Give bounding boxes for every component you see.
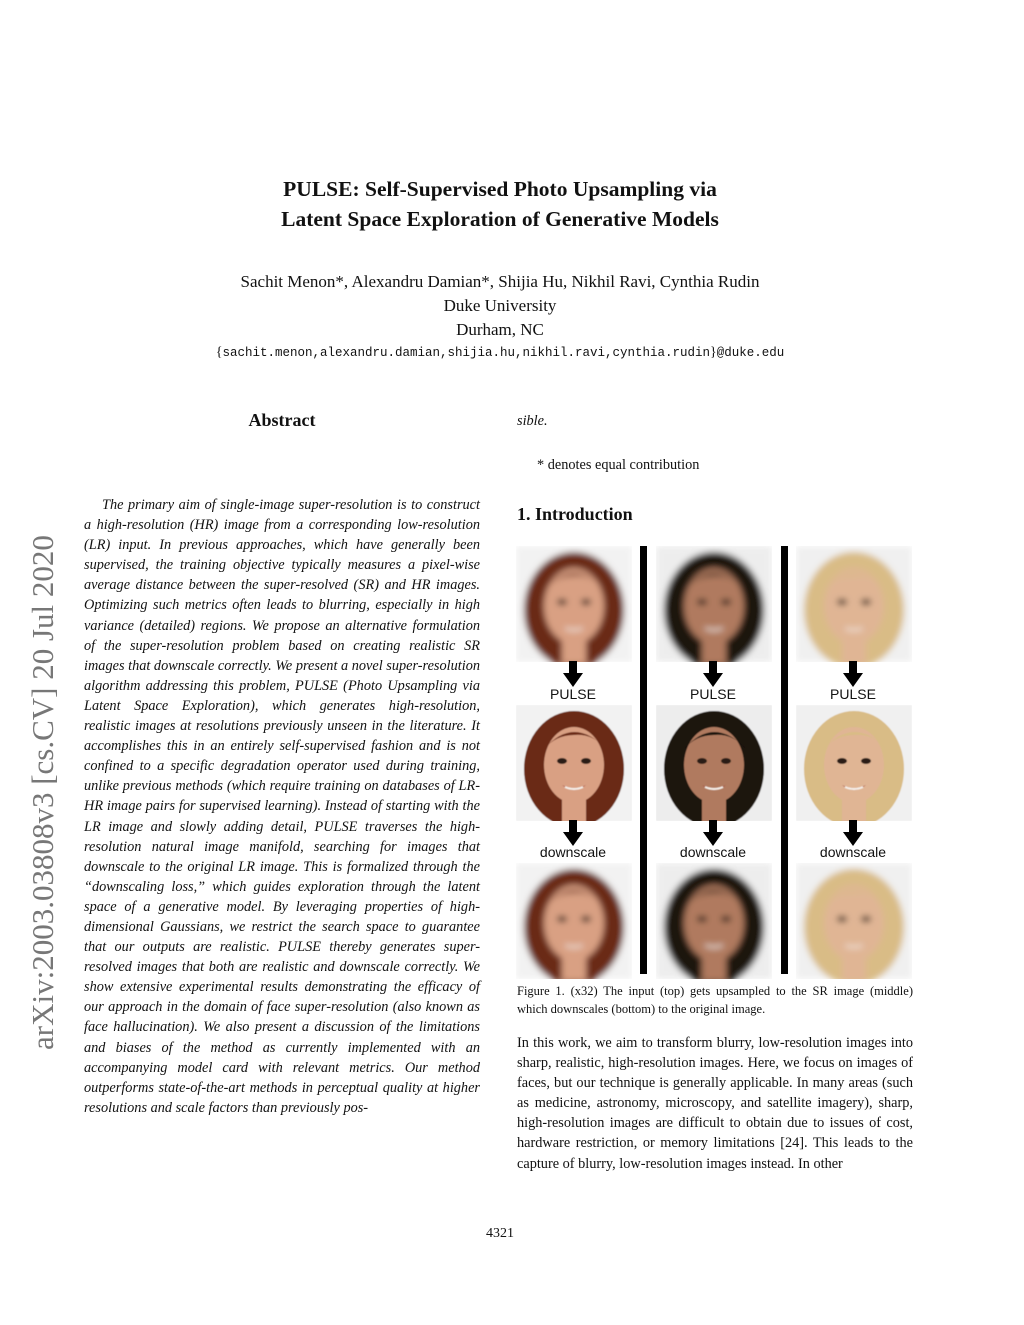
input-face <box>656 546 772 662</box>
input-face <box>516 546 632 662</box>
pulse-label: PULSE <box>830 686 876 702</box>
footnote: * denotes equal contribution <box>537 457 700 473</box>
downscaled-face <box>516 863 632 979</box>
pulse-output-face <box>516 705 632 821</box>
introduction-text: In this work, we aim to transform blurry, low-resolution images into sharp, realistic, high-resolution images. Here, we focus on images of faces, but our technique is generally applicable. In many areas (such as medicine, astronomy, microscopy, and satellite imagery), sharp, high-resolution images are difficult to obtain due to issues of cost, hardware restriction, or memory limitations [24]. This leads to the capture of blurry, low-resolution images instead. In other <box>517 1035 913 1172</box>
title-line-1: PULSE: Self-Supervised Photo Upsampling via <box>283 177 717 201</box>
down-arrow-icon <box>563 661 583 687</box>
figure-column <box>653 543 773 978</box>
figure-separator <box>640 546 647 974</box>
email-line <box>0 345 1000 361</box>
figure-1 <box>513 543 915 978</box>
pulse-label: PULSE <box>690 686 736 702</box>
email-brace-open: { <box>215 345 223 360</box>
figure-caption: Figure 1. (x32) The input (top) gets upsampled to the SR image (middle) which downscales (bottom) to the original image. <box>517 984 913 1016</box>
down-arrow-icon <box>843 820 863 846</box>
downscaled-face <box>656 863 772 979</box>
down-arrow-icon <box>703 661 723 687</box>
affiliation: Duke University <box>443 296 557 315</box>
figure-column <box>513 543 633 978</box>
down-arrow-icon <box>843 661 863 687</box>
abstract-continuation: sible. <box>517 413 548 429</box>
downscale-label: downscale <box>679 844 747 860</box>
page-number: 4321 <box>486 1226 514 1241</box>
downscaled-face <box>796 863 912 979</box>
arxiv-stamp: arXiv:2003.03808v3 [cs.CV] 20 Jul 2020 <box>25 535 60 1050</box>
author-list: Sachit Menon*, Alexandru Damian*, Shijia Hu, Nikhil Ravi, Cynthia Rudin <box>240 272 760 291</box>
downscale-label: downscale <box>539 844 607 860</box>
figure-column <box>793 543 913 978</box>
email-names: sachit.menon,alexandru.damian,shijia.hu,nikhil.ravi,cynthia.rudin <box>222 346 711 360</box>
pulse-output-face <box>656 705 772 821</box>
figure-separator <box>781 546 788 974</box>
author-block <box>0 270 1000 342</box>
paper-title <box>0 174 1000 234</box>
title-line-2: Latent Space Exploration of Generative Models <box>281 207 719 231</box>
input-face <box>796 546 912 662</box>
pulse-output-face <box>796 705 912 821</box>
pulse-label: PULSE <box>550 686 596 702</box>
down-arrow-icon <box>563 820 583 846</box>
email-brace-close: } <box>710 345 717 360</box>
location: Durham, NC <box>456 320 544 339</box>
email-domain: @duke.edu <box>716 346 785 360</box>
section-heading-introduction: 1. Introduction <box>517 504 633 524</box>
abstract-text: The primary aim of single-image super-resolution is to construct a high-resolution (HR) image from a corresponding low-resolution (LR) input. In previous approaches, which have generally been supervised, the training objective typically measures a pixel-wise average distance between the super-resolved (SR) and HR images. Optimizing such metrics often leads to blurring, especially in high variance (detailed) regions. We propose an alternative formulation of the super-resolution problem based on creating realistic SR images that downscale correctly. We present a novel super-resolution algorithm addressing this problem, PULSE (Photo Upsampling via Latent Space Exploration), which generates high-resolution, realistic images at resolutions previously unseen in the literature. It accomplishes this in an entirely self-supervised fashion and is not confined to a specific degradation operator used during training, unlike previous methods (which require training on databases of LR-HR image pairs for supervised learning). Instead of starting with the LR image and slowly adding detail, PULSE traverses the high-resolution natural image manifold, searching for images that downscale to the original LR image. This is formalized through the “downscaling loss,” which guides exploration through the latent space of a generative model. By leveraging properties of high-dimensional Gaussians, we restrict the search space to guarantee that our outputs are realistic. PULSE thereby generates super-resolved images that both are realistic and downscale correctly. We show extensive experimental results demonstrating the efficacy of our approach in the domain of face super-resolution (also known as face hallucination). We also present a discussion of the limitations and biases of the method as currently implemented with an accompanying model card with relevant metrics. Our method outperforms state-of-the-art methods in perceptual quality at higher resolutions and scale factors than previously pos- <box>84 497 480 1116</box>
abstract-heading: Abstract <box>248 410 316 430</box>
down-arrow-icon <box>703 820 723 846</box>
downscale-label: downscale <box>819 844 887 860</box>
